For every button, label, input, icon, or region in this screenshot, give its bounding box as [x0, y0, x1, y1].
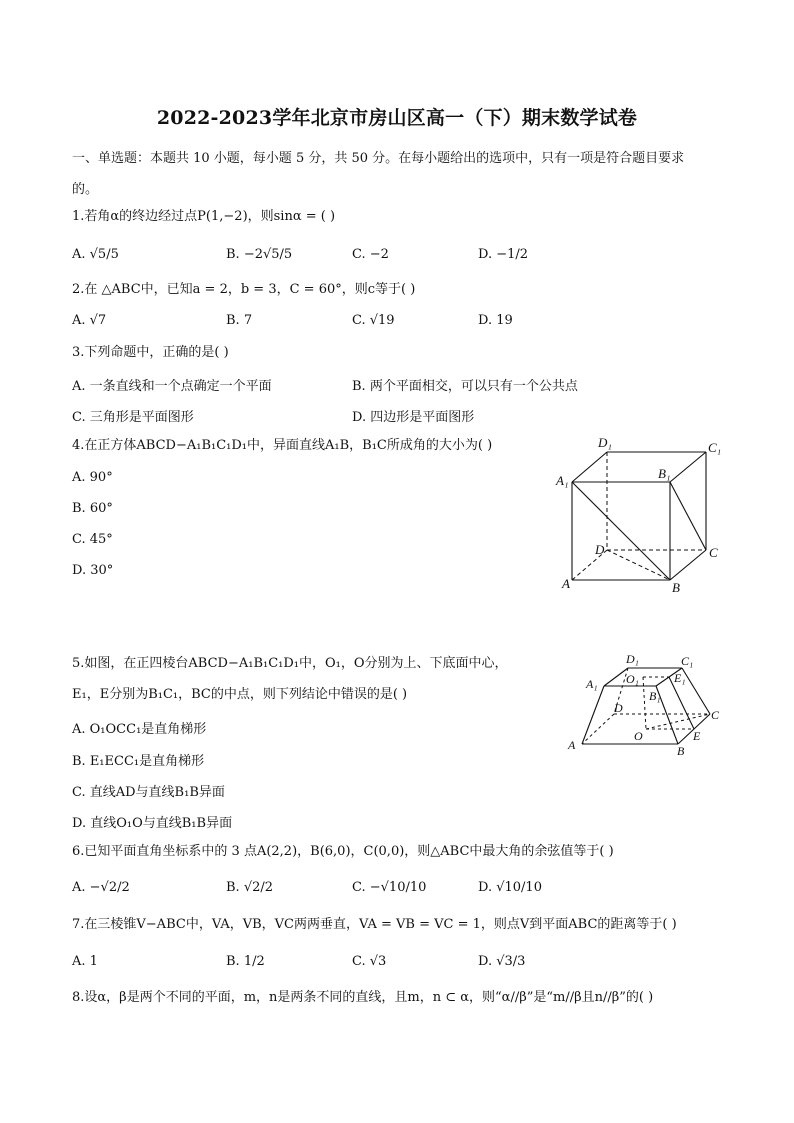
label-b: B	[672, 580, 680, 595]
frustum-figure	[560, 650, 735, 760]
section-heading-cont: 的。	[72, 182, 99, 197]
question-5-option-d: D. 直线O₁O与直线B₁B异面	[72, 816, 233, 831]
label-a: A	[568, 738, 576, 752]
hidden-segment-db	[607, 550, 670, 580]
label-d: D	[614, 701, 623, 715]
question-7-option-d: D. √3/3	[478, 954, 526, 969]
edge-a1a	[582, 686, 604, 744]
question-3-option-c: C. 三角形是平面图形	[72, 410, 194, 425]
question-4-option-d: D. 30°	[72, 563, 114, 578]
question-2-option-d: D. 19	[478, 313, 513, 328]
label-c: C	[711, 708, 720, 722]
question-7-option-b: B. 1/2	[226, 954, 265, 969]
question-1-option-d: D. −1/2	[478, 247, 529, 262]
segment-a1b	[572, 482, 670, 580]
question-3-option-b: B. 两个平面相交，可以只有一个公共点	[352, 379, 578, 394]
edge-c1b1	[670, 452, 706, 482]
question-2-stem: 2.在 △ABC中，已知a = 2，b = 3，C = 60°，则c等于( )	[72, 282, 416, 297]
question-6-option-a: A. −√2/2	[72, 880, 130, 895]
question-7-option-c: C. √3	[352, 954, 387, 969]
question-2-option-b: B. 7	[226, 313, 253, 328]
question-1-option-b: B. −2√5/5	[226, 247, 293, 262]
label-d1: D₁	[626, 652, 639, 666]
label-d: D	[595, 542, 605, 557]
hidden-segment-o1o	[643, 677, 646, 729]
question-2-option-c: C. √19	[352, 313, 395, 328]
question-7-option-a: A. 1	[72, 954, 98, 969]
label-c1: C₁	[681, 654, 694, 668]
question-1-option-c: C. −2	[352, 247, 389, 262]
question-5-option-b: B. E₁ECC₁是直角梯形	[72, 754, 205, 769]
question-8-stem: 8.设α，β是两个不同的平面，m，n是两条不同的直线，且m，n ⊂ α，则“α//β”是“m//β且n//β”的( )	[72, 990, 654, 1005]
label-a1: A₁	[586, 677, 598, 691]
question-2-option-a: A. √7	[72, 313, 107, 328]
question-4-option-b: B. 60°	[72, 501, 113, 516]
section-heading: 一、单选题：本题共 10 小题，每小题 5 分，共 50 分。在每小题给出的选项中，只有一项是符合题目要求	[72, 151, 685, 166]
label-e1: E₁	[674, 671, 686, 685]
question-4-option-c: C. 45°	[72, 532, 113, 547]
page-title: 2022-2023学年北京市房山区高一（下）期末数学试卷	[156, 107, 638, 129]
edge-c1c	[682, 668, 710, 714]
label-c1: C₁	[708, 440, 722, 455]
question-3-option-d: D. 四边形是平面图形	[352, 410, 475, 425]
label-c: C	[709, 545, 718, 560]
label-o: O	[634, 729, 643, 743]
label-a: A	[562, 576, 570, 591]
label-b1: B₁	[649, 689, 661, 703]
label-b1: B₁	[658, 466, 671, 481]
question-3-option-a: A. 一条直线和一个点确定一个平面	[72, 379, 272, 394]
edge-a1d1	[572, 452, 607, 482]
hidden-segment-oc	[646, 714, 710, 729]
question-4-option-a: A. 90°	[72, 470, 113, 485]
question-5-option-a: A. O₁OCC₁是直角梯形	[72, 722, 207, 737]
question-5-option-c: C. 直线AD与直线B₁B异面	[72, 785, 225, 800]
question-1-stem: 1.若角α的终边经过点P(1,−2)，则sinα = ( )	[72, 209, 336, 224]
edge-a1d1	[604, 668, 628, 686]
question-6-option-c: C. −√10/10	[352, 880, 427, 895]
question-1-option-a: A. √5/5	[72, 247, 119, 262]
label-a1: A₁	[556, 473, 569, 488]
question-5-stem: 5.如图，在正四棱台ABCD−A₁B₁C₁D₁中，O₁，O分别为上、下底面中心，	[72, 656, 508, 671]
question-3-stem: 3.下列命题中，正确的是( )	[72, 345, 229, 360]
question-5-stem-cont: E₁，E分别为B₁C₁，BC的中点，则下列结论中错误的是( )	[72, 687, 408, 702]
label-d1: D₁	[598, 435, 612, 450]
question-4-stem: 4.在正方体ABCD−A₁B₁C₁D₁中，异面直线A₁B，B₁C所成角的大小为( )	[72, 438, 493, 453]
question-6-stem: 6.已知平面直角坐标系中的 3 点A(2,2)，B(6,0)，C(0,0)，则△ABC中最大角的余弦值等于( )	[72, 844, 614, 859]
edge-cb	[670, 550, 706, 580]
question-6-option-d: D. √10/10	[478, 880, 542, 895]
hidden-edge-da	[582, 714, 614, 744]
question-7-stem: 7.在三棱锥V−ABC中，VA，VB，VC两两垂直，VA = VB = VC = 1，则点V到平面ABC的距离等于( )	[72, 917, 677, 932]
segment-b1c	[670, 482, 706, 550]
cube-figure	[550, 430, 730, 600]
question-6-option-b: B. √2/2	[226, 880, 274, 895]
label-b: B	[677, 744, 685, 758]
label-e: E	[693, 729, 701, 743]
label-o1: O₁	[626, 672, 639, 686]
